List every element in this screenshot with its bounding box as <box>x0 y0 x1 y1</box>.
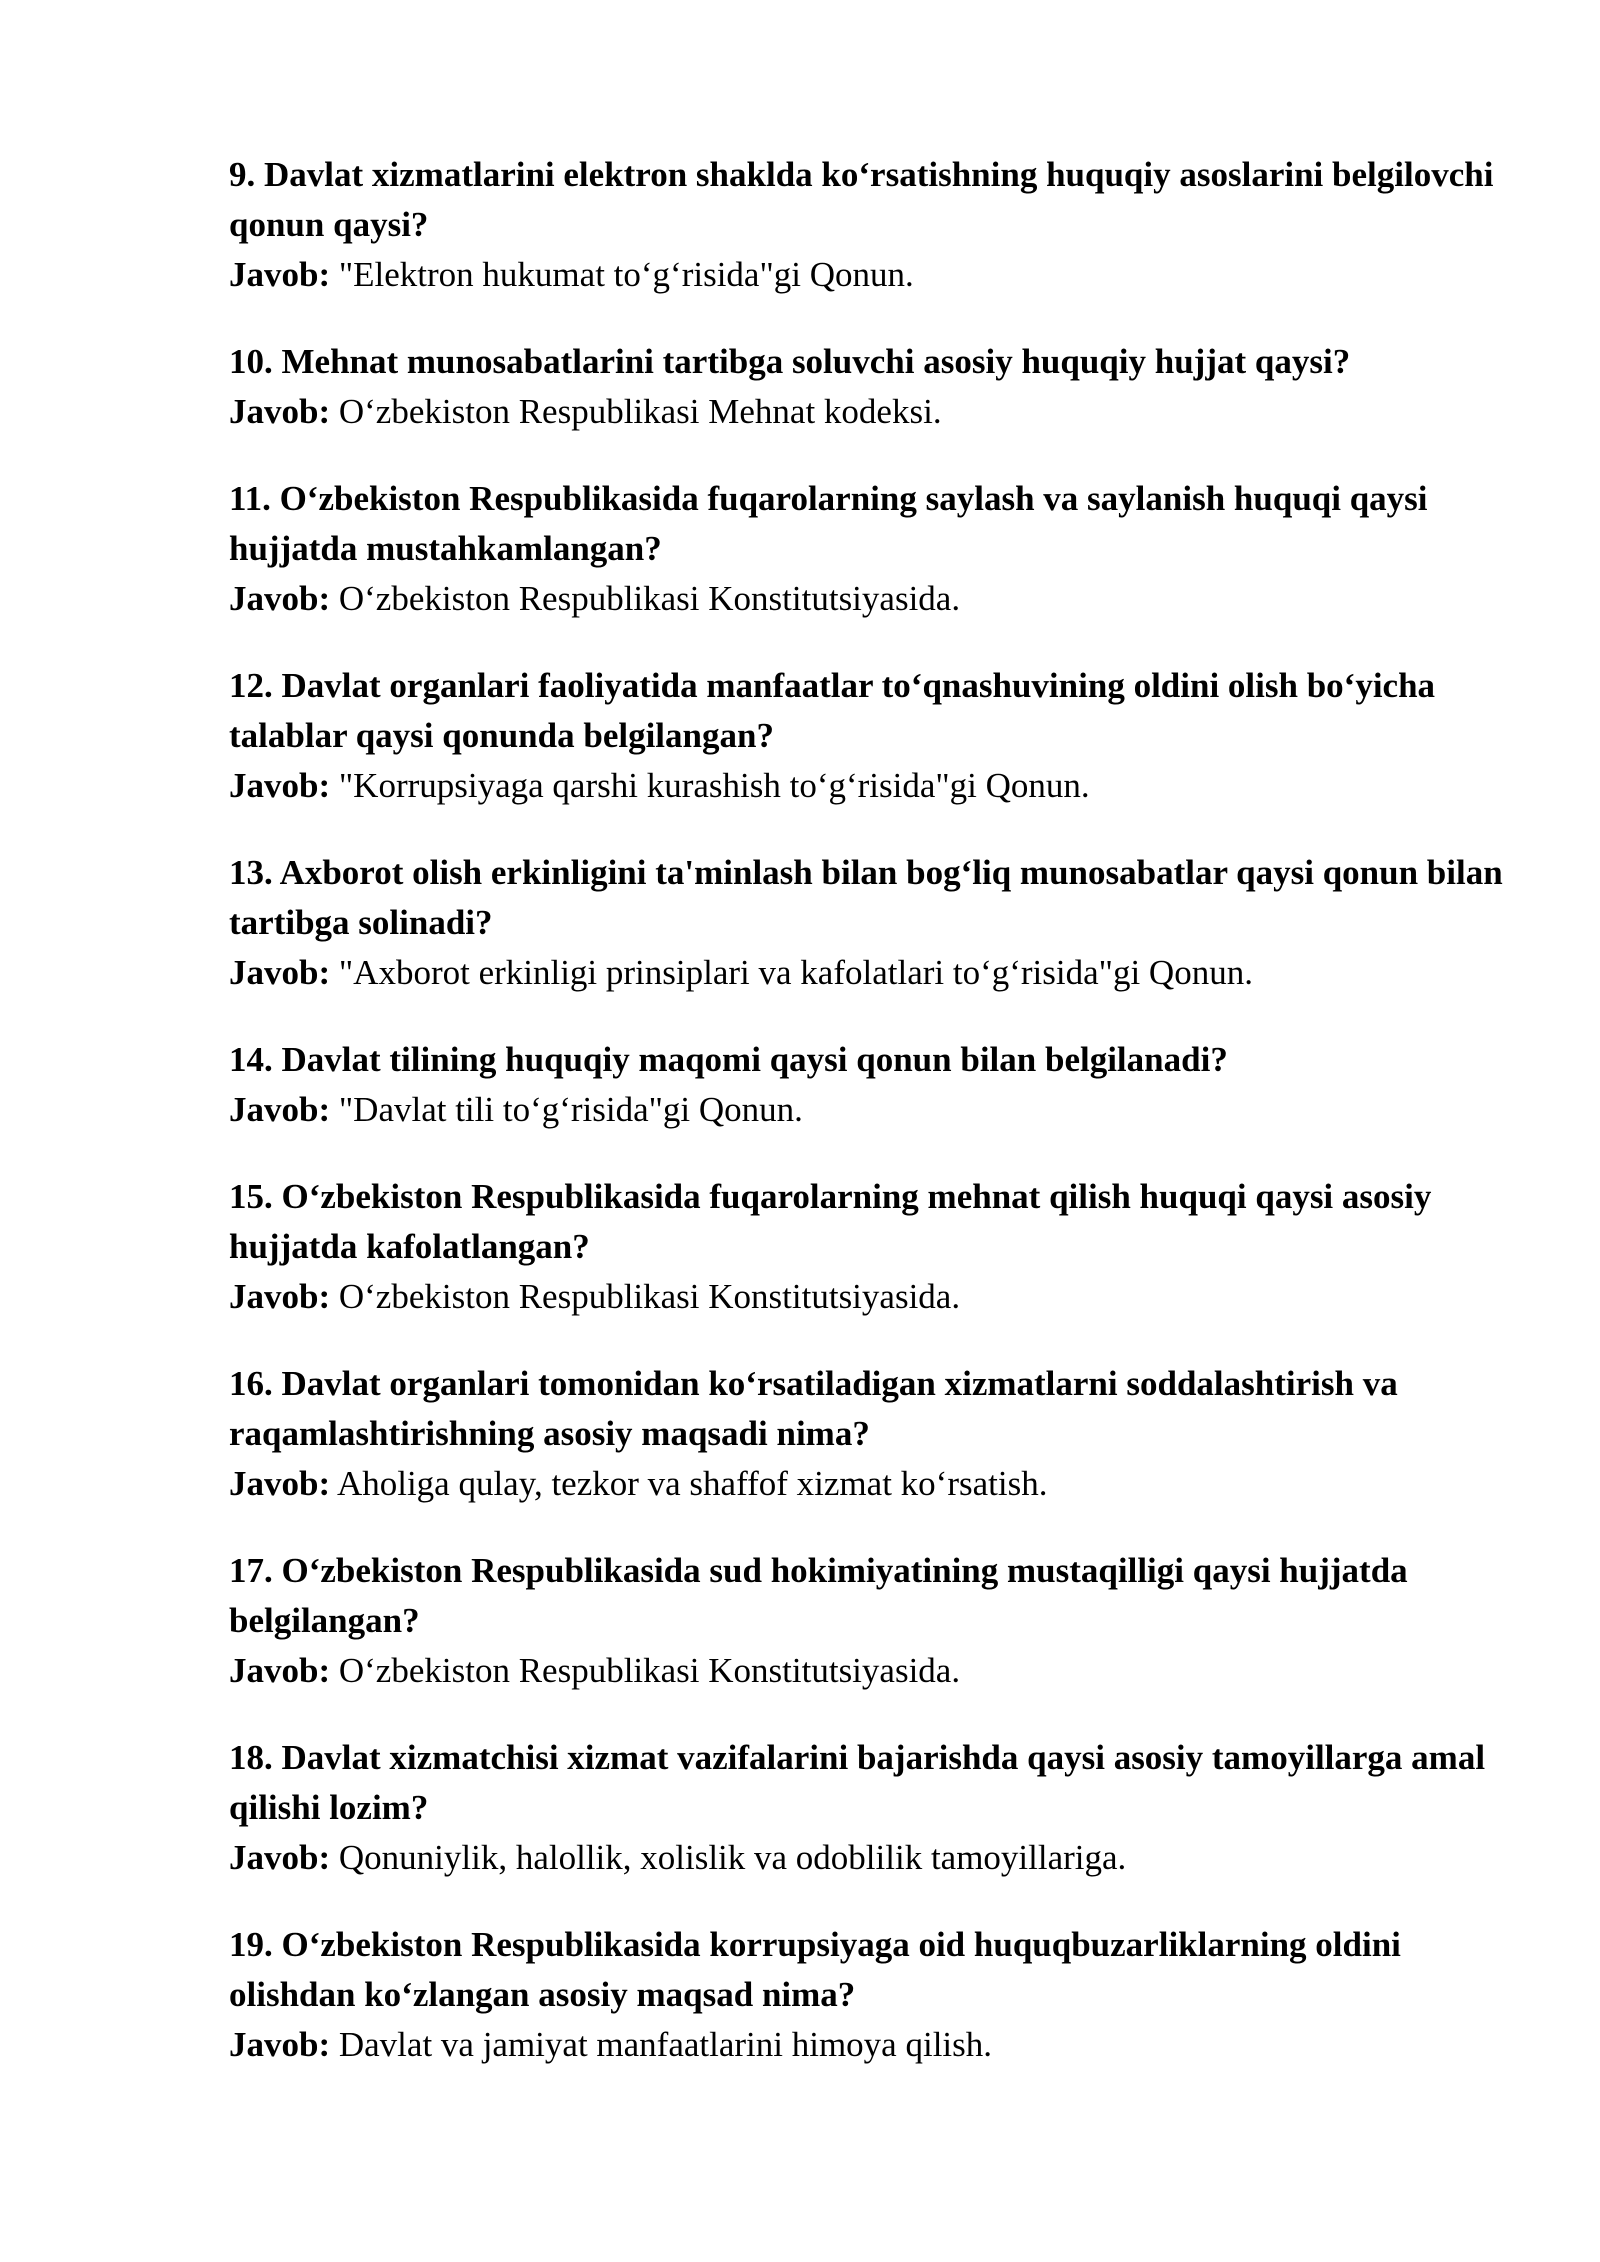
answer-label: Javob: <box>229 2025 331 2064</box>
answer-text: Davlat va jamiyat manfaatlarini himoya qilish. <box>338 2025 993 2064</box>
answer-line <box>229 2020 1529 2070</box>
qa-item <box>229 1035 1529 1135</box>
qa-item <box>229 848 1529 998</box>
answer-text: "Davlat tili to‘g‘risida"gi Qonun. <box>338 1090 803 1129</box>
answer-label: Javob: <box>229 1090 331 1129</box>
answer-line <box>229 1459 1529 1509</box>
answer-label: Javob: <box>229 1838 331 1877</box>
answer-label: Javob: <box>229 255 331 294</box>
answer-text: "Elektron hukumat to‘g‘risida"gi Qonun. <box>338 255 914 294</box>
answer-label: Javob: <box>229 1464 331 1503</box>
answer-line <box>229 250 1529 300</box>
qa-item <box>229 337 1529 437</box>
question-text: 18. Davlat xizmatchisi xizmat vazifalarini bajarishda qaysi asosiy tamoyillarga amal qilishi lozim? <box>229 1738 1486 1827</box>
answer-text: Qonuniylik, halollik, xolislik va odoblilik tamoyillariga. <box>338 1838 1127 1877</box>
answer-line <box>229 387 1529 437</box>
answer-line <box>229 948 1529 998</box>
answer-line <box>229 574 1529 624</box>
answer-label: Javob: <box>229 1651 331 1690</box>
answer-text: Aholiga qulay, tezkor va shaffof xizmat ko‘rsatish. <box>336 1464 1048 1503</box>
answer-label: Javob: <box>229 1277 331 1316</box>
answer-line <box>229 1085 1529 1135</box>
answer-line <box>229 1833 1529 1883</box>
answer-label: Javob: <box>229 953 331 992</box>
answer-text: "Korrupsiyaga qarshi kurashish to‘g‘risida"gi Qonun. <box>338 766 1090 805</box>
document-page <box>229 150 1529 2107</box>
answer-line <box>229 1272 1529 1322</box>
question-text: 13. Axborot olish erkinligini ta'minlash bilan bog‘liq munosabatlar qaysi qonun bilan tartibga solinadi? <box>229 853 1503 942</box>
question-text: 14. Davlat tilining huquqiy maqomi qaysi qonun bilan belgilanadi? <box>229 1040 1228 1079</box>
qa-item <box>229 1172 1529 1322</box>
qa-item <box>229 474 1529 624</box>
answer-text: O‘zbekiston Respublikasi Konstitutsiyasida. <box>338 1651 961 1690</box>
answer-label: Javob: <box>229 579 331 618</box>
qa-item <box>229 1920 1529 2070</box>
answer-label: Javob: <box>229 392 331 431</box>
question-text: 12. Davlat organlari faoliyatida manfaatlar to‘qnashuvining oldini olish bo‘yicha talablar qaysi qonunda belgilangan? <box>229 666 1436 755</box>
question-text: 15. O‘zbekiston Respublikasida fuqarolarning mehnat qilish huquqi qaysi asosiy hujjatda kafolatlangan? <box>229 1177 1432 1266</box>
question-text: 10. Mehnat munosabatlarini tartibga soluvchi asosiy huquqiy hujjat qaysi? <box>229 342 1351 381</box>
answer-text: O‘zbekiston Respublikasi Mehnat kodeksi. <box>338 392 942 431</box>
qa-item <box>229 1546 1529 1696</box>
qa-item <box>229 150 1529 300</box>
qa-item <box>229 1359 1529 1509</box>
question-text: 19. O‘zbekiston Respublikasida korrupsiyaga oid huquqbuzarliklarning oldini olishdan ko‘zlangan asosiy maqsad nima? <box>229 1925 1401 2014</box>
answer-text: O‘zbekiston Respublikasi Konstitutsiyasida. <box>338 579 961 618</box>
question-text: 11. O‘zbekiston Respublikasida fuqarolarning saylash va saylanish huquqi qaysi hujjatda mustahkamlangan? <box>229 479 1428 568</box>
qa-item <box>229 661 1529 811</box>
answer-line <box>229 1646 1529 1696</box>
qa-item <box>229 1733 1529 1883</box>
answer-line <box>229 761 1529 811</box>
answer-text: "Axborot erkinligi prinsiplari va kafolatlari to‘g‘risida"gi Qonun. <box>338 953 1253 992</box>
answer-text: O‘zbekiston Respublikasi Konstitutsiyasida. <box>338 1277 961 1316</box>
answer-label: Javob: <box>229 766 331 805</box>
question-text: 9. Davlat xizmatlarini elektron shaklda ko‘rsatishning huquqiy asoslarini belgilovchi qonun qaysi? <box>229 155 1494 244</box>
question-text: 16. Davlat organlari tomonidan ko‘rsatiladigan xizmatlarni soddalashtirish va raqamlashtirishning asosiy maqsadi nima? <box>229 1364 1398 1453</box>
question-text: 17. O‘zbekiston Respublikasida sud hokimiyatining mustaqilligi qaysi hujjatda belgilangan? <box>229 1551 1408 1640</box>
